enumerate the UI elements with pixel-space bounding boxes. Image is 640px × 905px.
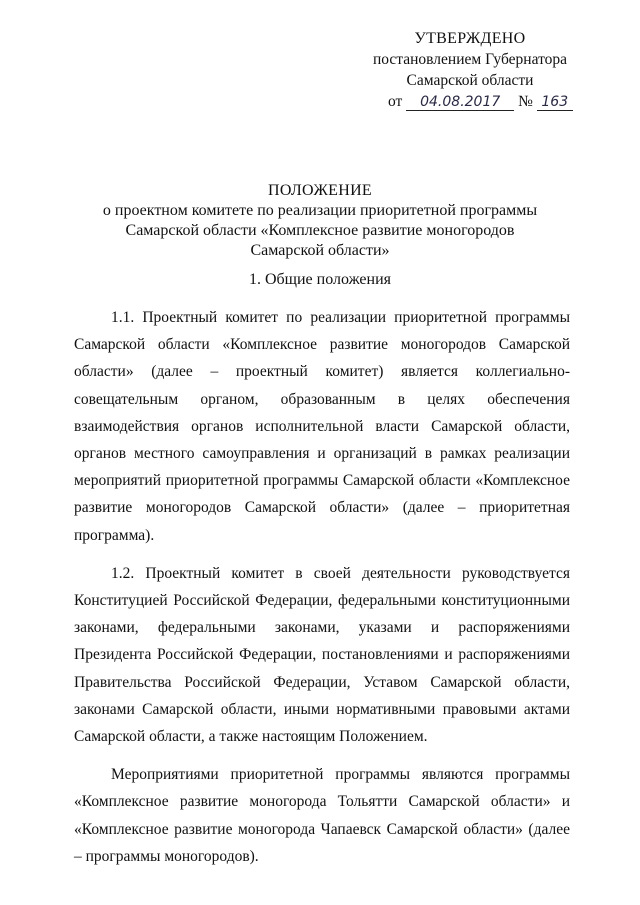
approval-block xyxy=(360,28,580,112)
document-subtitle-line-2: Самарской области «Комплексное развитие моногородов xyxy=(125,222,515,239)
document-body xyxy=(74,304,570,881)
approval-line-2: Самарской области xyxy=(406,72,534,89)
document-subtitle-line-3: Самарской области» xyxy=(250,242,390,259)
document-subtitle-line-1: о проектном комитете по реализации приоритетной программы xyxy=(102,202,538,219)
paragraph-1-2: 1.2. Проектный комитет в своей деятельности руководствуется Конституцией Российской Федерации, федеральными конституционными законами, федеральными законами, указами и распоряжениями Президента Российской Федерации, постановлениями и распоряжениями Правительства Российской Федерации, Уставом Самарской области, законами Самарской области, иными нормативными правовыми актами Самарской области, а также настоящим Положением. xyxy=(74,564,570,746)
paragraph-1-1: 1.1. Проектный комитет по реализации приоритетной программы Самарской области «Комплексное развитие моногородов Самарской области» (далее – проектный комитет) является коллегиально-совещательным органом, образованным в целях обеспечения взаимодействия органов исполнительной власти Самарской области, органов местного самоуправления и организаций в рамках реализации мероприятий приоритетной программы Самарской области «Комплексное развитие моногородов Самарской области» (далее – приоритетная программа). xyxy=(74,309,570,544)
approval-date-line xyxy=(360,91,580,112)
document-title: ПОЛОЖЕНИЕ xyxy=(267,182,372,199)
handwritten-number: 163 xyxy=(537,95,573,111)
paragraph-programs: Мероприятиями приоритетной программы являются программы «Комплексное развитие моногорода Тольятти Самарской области» и «Комплексное развитие моногорода Чапаевск Самарской области» (далее – программы моногородов). xyxy=(74,766,570,865)
handwritten-date: 04.08.2017 xyxy=(406,95,514,111)
approval-stamp: УТВЕРЖДЕНО xyxy=(414,30,526,47)
date-prefix: от xyxy=(388,93,403,110)
document-heading xyxy=(70,181,570,261)
section-title: 1. Общие положения xyxy=(248,271,392,288)
number-prefix: № xyxy=(518,93,533,110)
approval-line-1: постановлением Губернатора xyxy=(372,51,568,68)
